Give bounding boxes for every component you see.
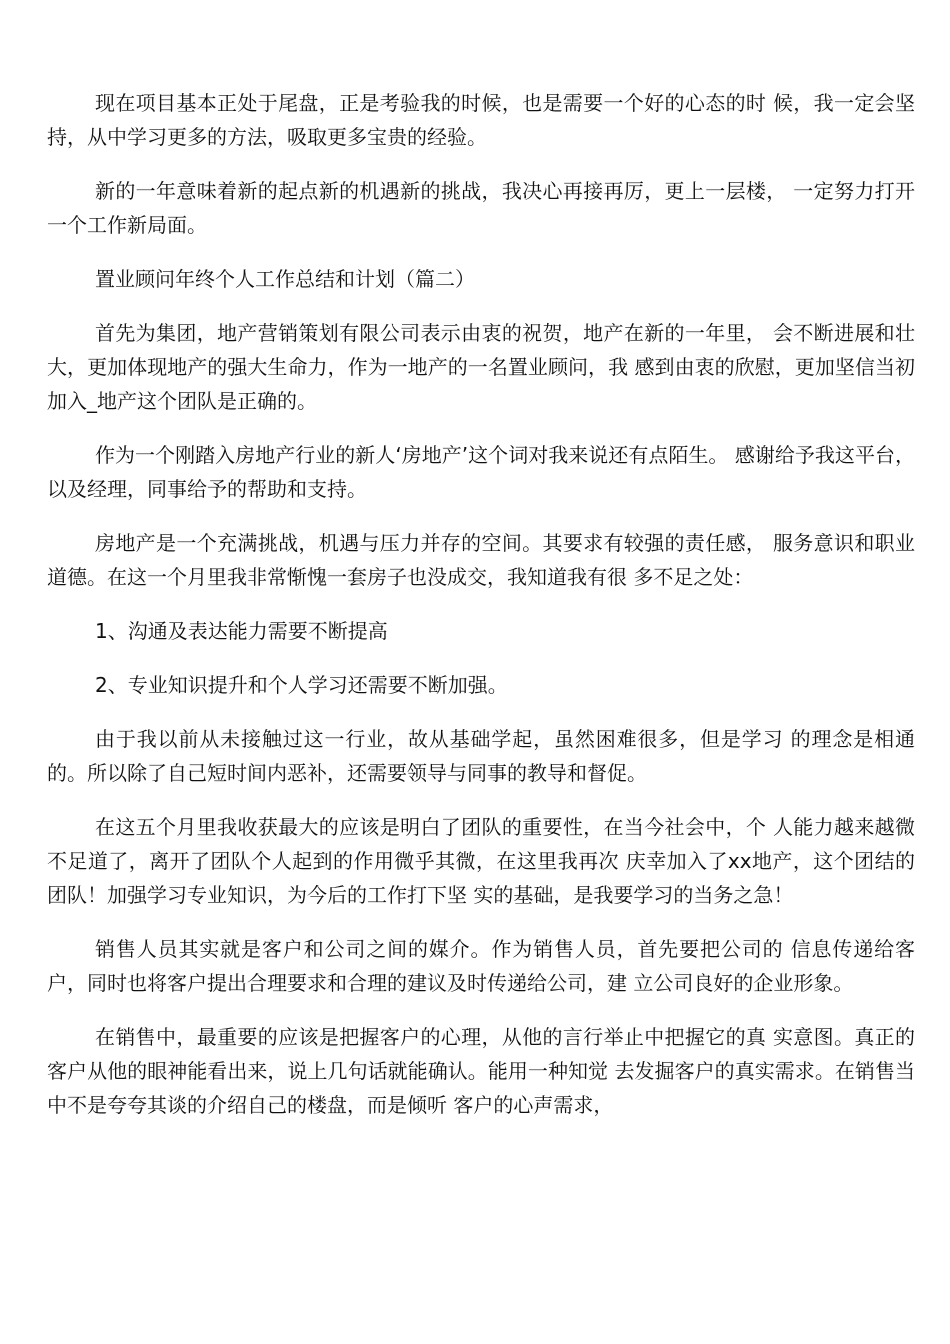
document-body xyxy=(47,86,915,1142)
paragraph-5: 房地产是一个充满挑战，机遇与压力并存的空间。其要求有较强的责任感， 服务意识和职业道德。在这一个月里我非常惭愧一套房子也没成交，我知道我有很 多不足之处： xyxy=(47,531,915,589)
section-heading: 置业顾问年终个人工作总结和计划（篇二） xyxy=(95,267,475,291)
paragraph-1: 现在项目基本正处于尾盘，正是考验我的时候，也是需要一个好的心态的时 候，我一定会坚持，从中学习更多的方法，吸取更多宝贵的经验。 xyxy=(47,91,915,149)
paragraph-9: 在销售中，最重要的应该是把握客户的心理，从他的言行举止中把握它的真 实意图。真正的客户从他的眼神能看出来，说上几句话就能确认。能用一种知觉 去发掘客户的真实需求。在销售当中不是夸夸其谈的介绍自己的楼盘，而是倾听 客户的心声需求， xyxy=(47,1025,915,1117)
paragraph-4: 作为一个刚踏入房地产行业的新人‘房地产’这个词对我来说还有点陌生。 感谢给予我这平台，以及经理，同事给予的帮助和支持。 xyxy=(47,443,915,501)
list-item-2: 2、专业知识提升和个人学习还需要不断加强。 xyxy=(95,673,508,697)
paragraph-2: 新的一年意味着新的起点新的机遇新的挑战，我决心再接再厉，更上一层楼， 一定努力打开一个工作新局面。 xyxy=(47,179,915,237)
paragraph-7: 在这五个月里我收获最大的应该是明白了团队的重要性，在当今社会中，个 人能力越来越微不足道了，离开了团队个人起到的作用微乎其微，在这里我再次 庆幸加入了xx地产，这个团结的团队！加强学习专业知识，为今后的工作打下坚 实的基础，是我要学习的当务之急！ xyxy=(47,815,915,907)
paragraph-8: 销售人员其实就是客户和公司之间的媒介。作为销售人员，首先要把公司的 信息传递给客户，同时也将客户提出合理要求和合理的建议及时传递给公司，建 立公司良好的企业形象。 xyxy=(47,937,915,995)
paragraph-3: 首先为集团，地产营销策划有限公司表示由衷的祝贺，地产在新的一年里， 会不断进展和壮大，更加体现地产的强大生命力，作为一地产的一名置业顾问，我 感到由衷的欣慰，更加坚信当初加入_地产这个团队是正确的。 xyxy=(47,321,915,413)
paragraph-6: 由于我以前从未接触过这一行业，故从基础学起，虽然困难很多，但是学习 的理念是相通的。所以除了自己短时间内恶补，还需要领导与同事的教导和督促。 xyxy=(47,727,915,785)
list-item-1: 1、沟通及表达能力需要不断提高 xyxy=(95,619,388,643)
